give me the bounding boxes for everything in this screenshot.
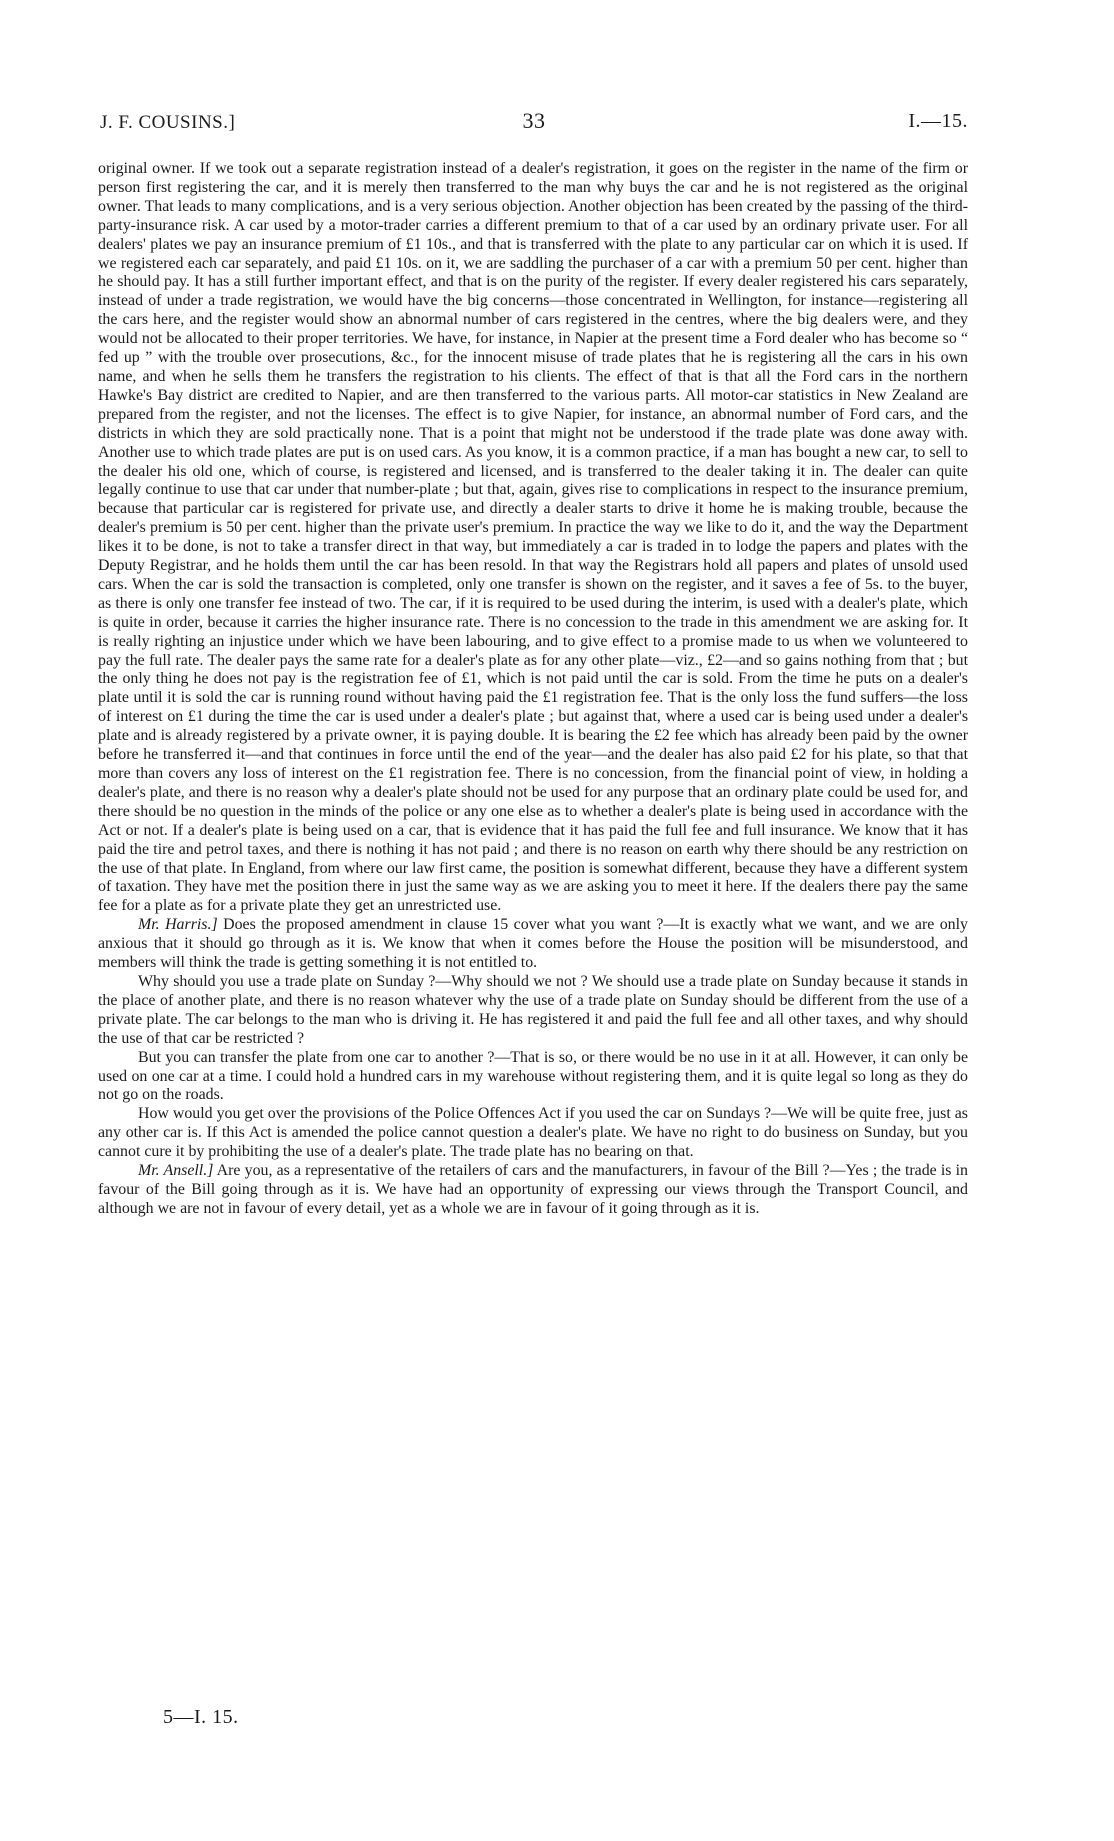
signature-mark: 5—I. 15. <box>163 1706 239 1728</box>
paragraph-text: Why should you use a trade plate on Sunday ?—Why should we not ? We should use a trade plate on Sunday because it stands in the place of another plate, and there is no reason whatever why the use of a trade plate on Sunday should be different from the use of a private plate. The car belongs to the man who is driving it. He has registered it and paid the full fee and all other taxes, and why should the use of that car be restricted ? <box>98 972 968 1047</box>
paragraph <box>98 916 968 973</box>
paragraph-text: Are you, as a representative of the retailers of cars and the manufacturers, in favour of the Bill ?—Yes ; the trade is in favour of the Bill going through as it is. We have had an opportunity of expressing our views through the Transport Council, and although we are not in favour of every detail, yet as a whole we are in favour of it going through as it is. <box>98 1162 968 1217</box>
paragraph <box>98 160 968 916</box>
paragraph-text: But you can transfer the plate from one car to another ?—That is so, or there would be no use in it at all. However, it can only be used on one car at a time. I could hold a hundred cars in my warehouse without registering them, and it is quite legal so long as they do not go on the roads. <box>98 1048 968 1104</box>
paragraph-text: Does the proposed amendment in clause 15 cover what you want ?—It is exactly what we want, and we are only anxious that it should go through as it is. We know that when it comes before the House the position will be misunderstood, and members will think the trade is getting something it is not entitled to. <box>98 916 968 972</box>
paragraph-text: original owner. If we took out a separate registration instead of a dealer's registration, it goes on the register in the name of the firm or person first registering the car, and it is merely then transferred to the man why buys the car and he is not registered as the original owner. That leads to many complications, and is a very serious objection. Another objection has been created by the passing of the third-party-insurance risk. A car used by a motor-trader carries a different premium to that of a car used by an ordinary private user. For all dealers' plates we pay an insurance premium of £1 10s., and that is transferred with the plate to any particular car on which it is used. If we registered each car separately, and paid £1 10s. on it, we are saddling the purchaser of a car with a premium 50 per cent. higher than he should pay. It has a still further important effect, and that is on the purity of the register. If every dealer registered his cars separately, instead of under a trade registration, we would have the big concerns—those concentrated in Wellington, for instance—registering all the cars here, and the register would show an abnormal number of cars registered in the centres, where the big dealers were, and they would not be allocated to their proper territories. We have, for instance, in Napier at the present time a Ford dealer who has become so “ fed up ” with the trouble over prosecutions, &c., for the innocent misuse of trade plates that he is registering all the cars in his own name, and when he sells them he transfers the registration to his clients. The effect of that is that all the Ford cars in the northern Hawke's Bay district are credited to Napier, and are then transferred to the various parts. All motor-car statistics in New Zealand are prepared from the register, and not the licenses. The effect is to give Napier, for instance, an abnormal number of Ford cars, and the districts in which they are sold practically none. That is a point that might not be understood if the trade plate was done away with. Another use to which trade plates are put is on used cars. As you know, it is a common practice, if a man has bought a new car, to sell to the dealer his old one, which of course, is registered and licensed, and is transferred to the dealer taking it in. The dealer can quite legally continue to use that car under that number-plate ; but that, again, gives rise to complications in respect to the insurance premium, because that particular car is registered for private use, and directly a dealer starts to drive it home he is making trouble, because the dealer's premium is 50 per cent. higher than the private user's premium. In practice the way we like to do it, and the way the Department likes it to be done, is not to take a transfer direct in that way, but immediately a car is traded in to lodge the papers and plates with the Deputy Registrar, and he holds them until the car has been resold. In that way the Registrars hold all papers and plates of unsold used cars. When the car is sold the transaction is completed, only one transfer is shown on the register, and it saves a fee of 5s. to the buyer, as there is only one transfer fee instead of two. The car, if it is required to be used during the interim, is used with a dealer's plate, which is quite in order, because it carries the higher insurance rate. There is no concession to the trade in this amendment we are asking for. It is really righting an injustice under which we have been labouring, and to give effect to a promise made to us when we volunteered to pay the full rate. The dealer pays the same rate for a dealer's plate as for any other plate—viz., £2—and so gains nothing from that ; but the only thing he does not pay is the registration fee of £1, which is not paid until the car is sold. From the time he puts on a dealer's plate until it is sold the car is running round without having paid the £1 registration fee. That is the only loss the fund suffers—the loss of interest on £1 during the time the car is used under a dealer's plate ; but against that, where a used car is being used under a dealer's plate and is already registered by a private owner, it is paying double. It is bearing the £2 fee which has already been paid by the owner before he transferred it—and that continues in force until the end of the year—and the dealer has also paid £2 for his plate, so that that more than covers any loss of interest on the £1 registration fee. There is no concession, from the financial point of view, in holding a dealer's plate, and there is no reason why a dealer's plate should not be used for any purpose that an ordinary plate could be used for, and there should be no question in the minds of the police or any one else as to whether a dealer's plate is being used in accordance with the Act or not. If a dealer's plate is being used on a car, that is evidence that it has paid the full fee and full insurance. We know that it has paid the tire and petrol taxes, and there is nothing it has not paid ; and there is no reason on earth why there should be any restriction on the use of that plate. In England, from where our law first came, the position is somewhat different, because they have a different system of taxation. They have met the position there in just the same way as we are asking you to meet it here. If the dealers there pay the same fee for a plate as for a private plate they get an unrestricted use. <box>98 160 968 915</box>
witness-name: J. F. COUSINS.] <box>100 112 236 133</box>
speaker-label: Mr. Harris.] <box>138 916 218 934</box>
paragraph <box>98 1162 968 1219</box>
speaker-label: Mr. Ansell.] <box>138 1162 214 1180</box>
paragraph-text: How would you get over the provisions of the Police Offences Act if you used the car on Sundays ?—We will be quite free, just as any other car is. If this Act is amended the police cannot question a dealer's plate. We have no right to do business on Sunday, but you cannot cure it by prohibiting the use of a dealer's plate. The trade plate has no bearing on that. <box>98 1105 968 1161</box>
page-number: 33 <box>522 108 546 133</box>
document-reference: I.—15. <box>908 110 968 132</box>
paragraph <box>98 1049 968 1106</box>
running-head <box>100 108 968 142</box>
paragraph <box>98 973 968 1049</box>
evidence-text <box>98 160 968 1219</box>
paragraph <box>98 1105 968 1162</box>
